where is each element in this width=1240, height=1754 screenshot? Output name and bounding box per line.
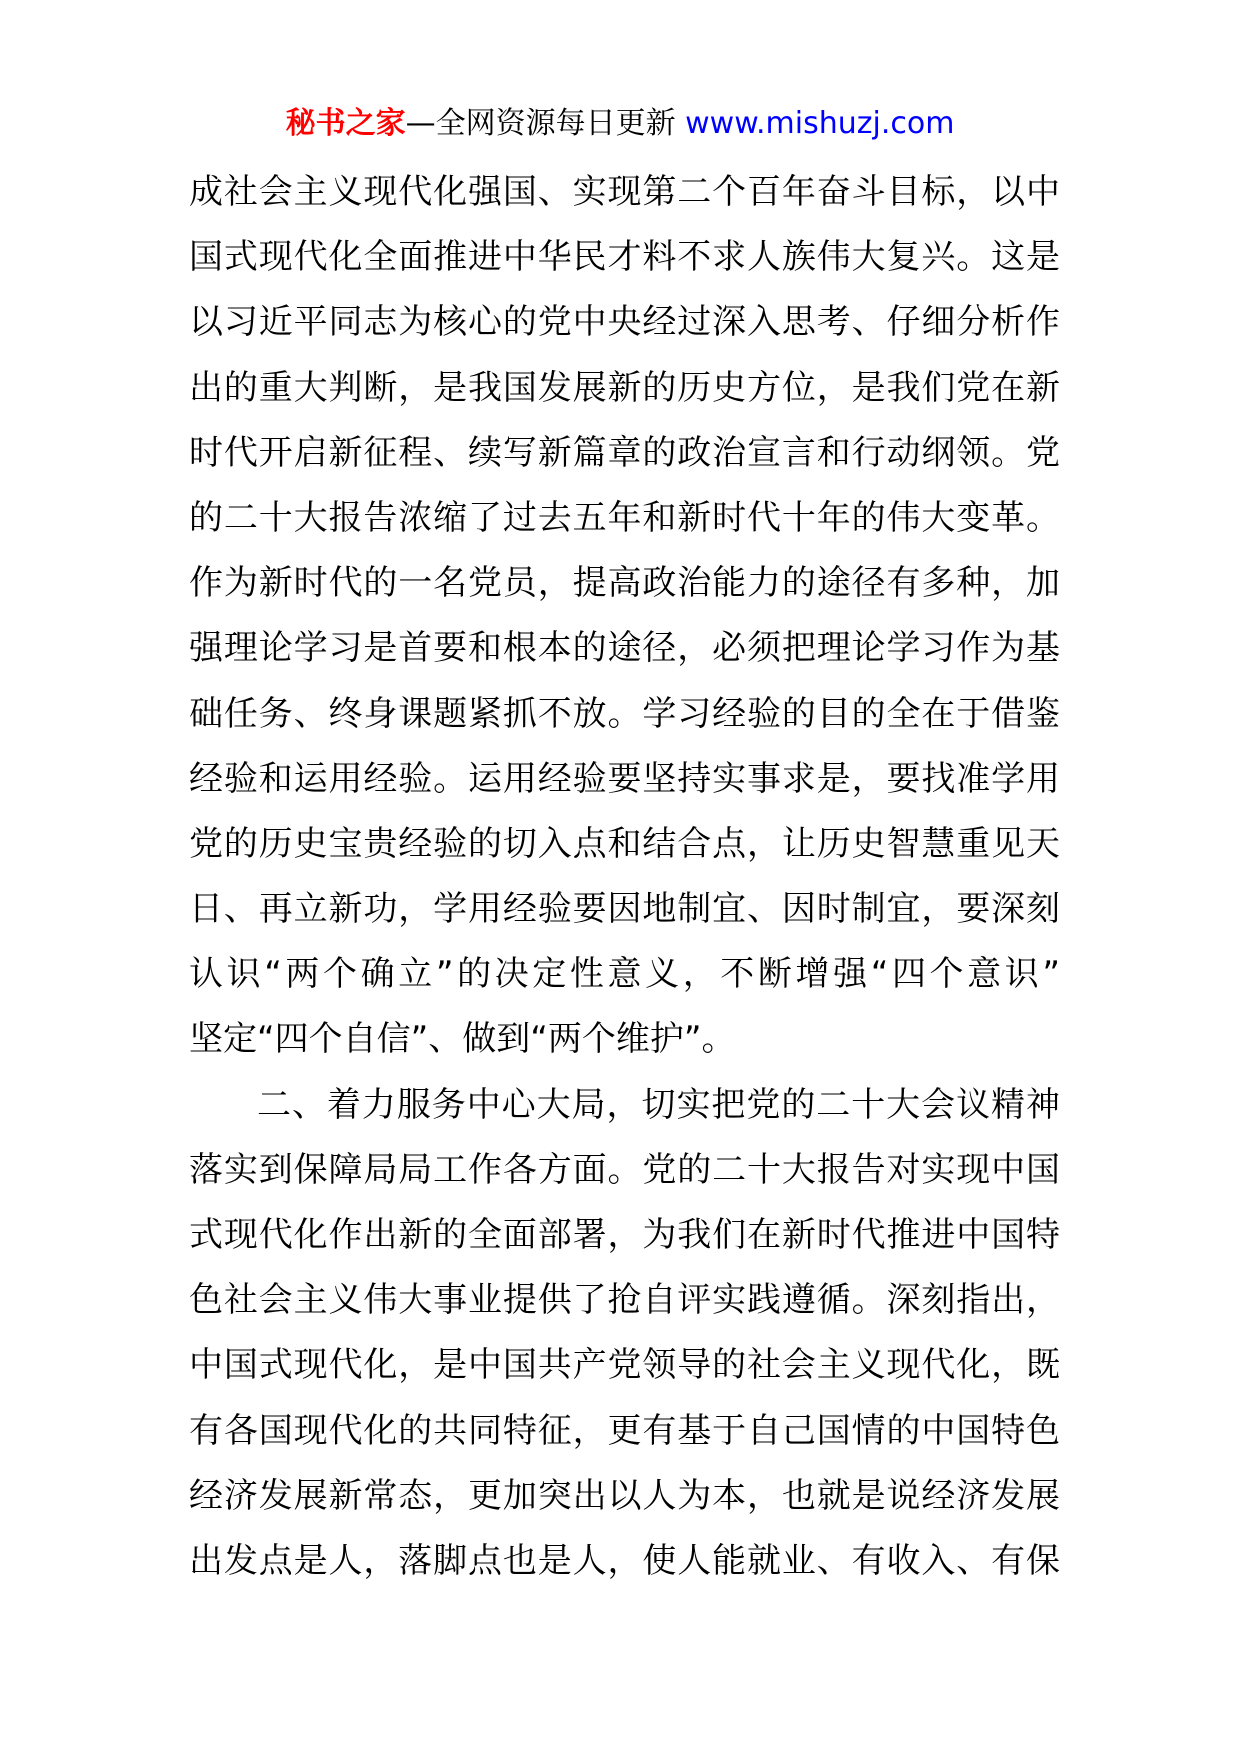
text-line: 中国式现代化，是中国共产党领导的社会主义现代化，既 (189, 1345, 1060, 1386)
text-line: 成社会主义现代化强国、实现第二个百年奋斗目标，以中 (189, 172, 1060, 212)
text-line: 坚定“四个自信”、做到“两个维护”。 (189, 1019, 736, 1060)
text-line: 时代开启新征程、续写新篇章的政治宣言和行动纲领。党 (189, 432, 1060, 473)
text-line: 出的重大判断，是我国发展新的历史方位，是我们党在新 (189, 367, 1060, 408)
text-line: 有各国现代化的共同特征，更有基于自己国情的中国特色 (189, 1410, 1060, 1451)
section-heading-line: 二、着力服务中心大局，切实把党的二十大会议精神 (257, 1084, 1060, 1125)
site-header (0, 104, 1240, 144)
text-line: 础任务、终身课题紧抓不放。学习经验的目的全在于借鉴 (189, 693, 1060, 734)
text-line: 国式现代化全面推进中华民才料不求人族伟大复兴。这是 (189, 237, 1060, 278)
text-line: 党的历史宝贵经验的切入点和结合点，让历史智慧重见天 (189, 823, 1060, 864)
text-line: 日、再立新功，学用经验要因地制宜、因时制宜，要深刻 (189, 889, 1060, 930)
header-tagline: —全网资源每日更新 (405, 106, 686, 141)
text-line: 出发点是人，落脚点也是人，使人能就业、有收入、有保 (189, 1540, 1060, 1581)
text-line: 色社会主义伟大事业提供了抢自评实践遵循。深刻指出， (189, 1280, 1060, 1321)
text-line: 落实到保障局局工作各方面。党的二十大报告对实现中国 (189, 1149, 1060, 1190)
text-line: 经济发展新常态，更加突出以人为本，也就是说经济发展 (189, 1475, 1060, 1516)
header-brand: 秘书之家 (285, 106, 406, 141)
text-line: 经验和运用经验。运用经验要坚持实事求是，要找准学用 (189, 758, 1060, 799)
text-line: 认识“两个确立”的决定性意义，不断增强“四个意识” (189, 954, 1060, 995)
header-url-link[interactable]: www.mishuzj.com (685, 106, 955, 141)
text-line: 的二十大报告浓缩了过去五年和新时代十年的伟大变革。 (189, 497, 1060, 538)
text-line: 式现代化作出新的全面部署，为我们在新时代推进中国特 (189, 1215, 1060, 1255)
text-line: 以习近平同志为核心的党中央经过深入思考、仔细分析作 (189, 302, 1060, 343)
text-line: 作为新时代的一名党员，提高政治能力的途径有多种，加 (189, 563, 1060, 604)
document-body (189, 160, 1060, 1594)
text-line: 强理论学习是首要和根本的途径，必须把理论学习作为基 (189, 628, 1060, 669)
